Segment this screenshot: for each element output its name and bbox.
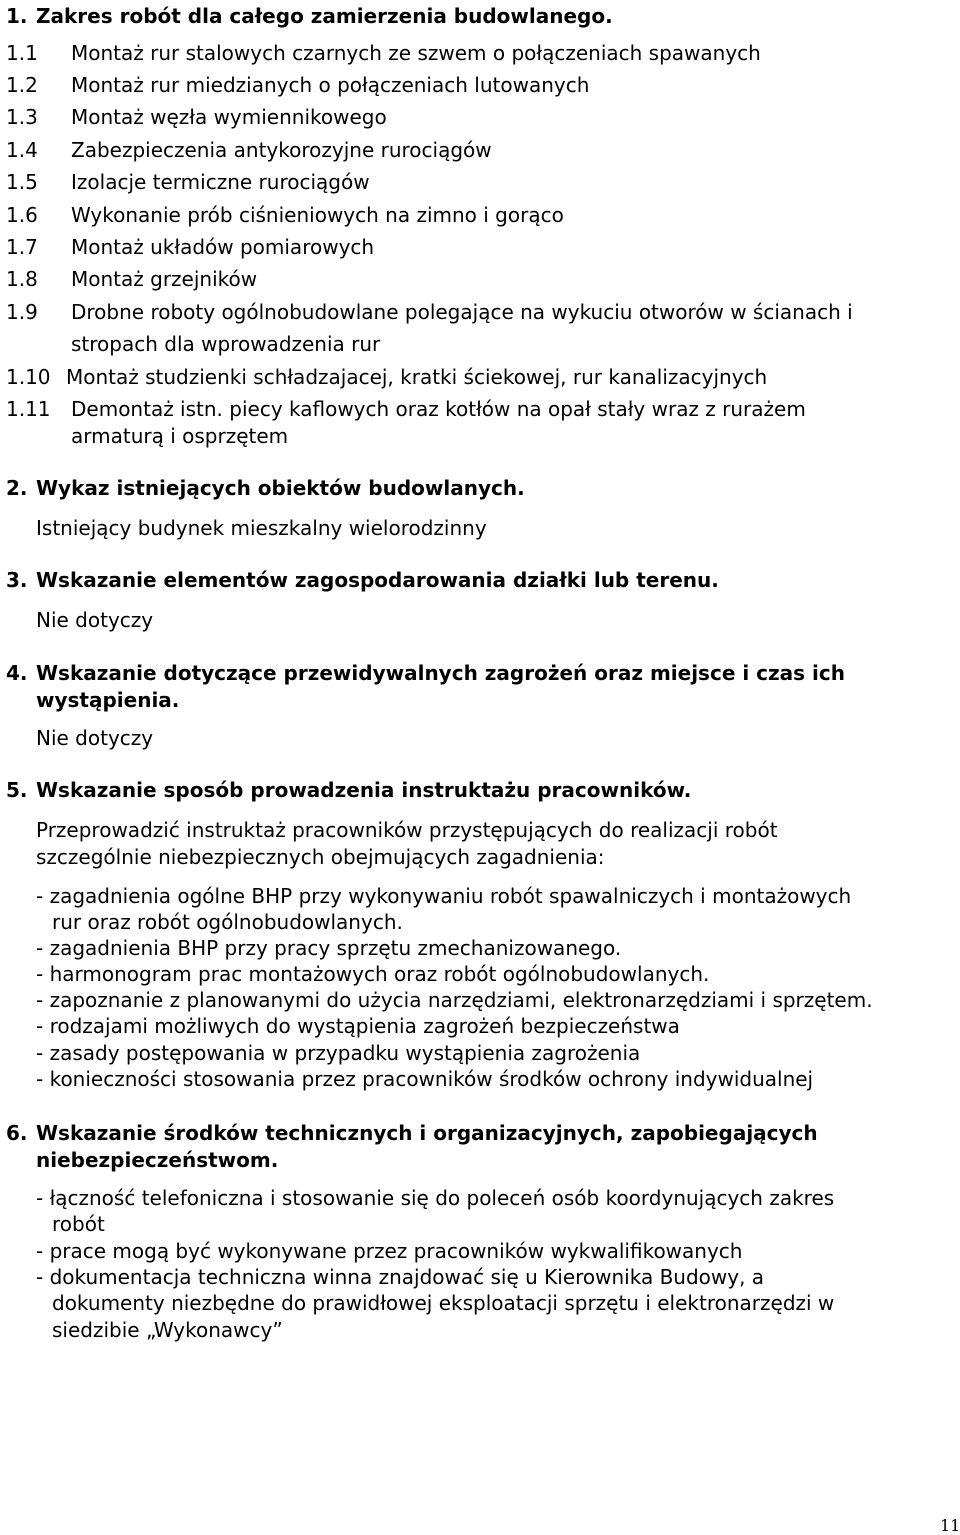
page-number: 11 bbox=[940, 1516, 960, 1535]
document-page: 1. Zakres robót dla całego zamierzenia budowlanego. 1.1 Montaż rur stalowych czarnych ze szwem o połączeniach spawanych 1.2 Montaż rur miedzianych o połączeniach lutowanych 1.3 Montaż węzła wymiennikowego 1.4 Zabezpieczenia antykorozyjne rurociągów 1.5 Izolacje termiczne rurociągów 1.6 Wykonanie prób ciśnieniowych na zimno i gorąco 1.7 Montaż układów pomiarowych 1.8 Montaż grzejników 1.9 Drobne roboty ogólnobudowlane polegające na wykuciu otworów w ścianach i stropach dla wprowadzenia rur 1.10 Montaż studzienki schładzajacej, kratki ściekowej, rur kanalizacyjnych 1.11 Demontaż istn. piecy kaflowych oraz kotłów na opał stały wraz z rurażem armaturą i osprzętem 2. Wykaz istniejących obiektów budowlanych. Istniejący budynek mieszkalny wielorodzinny 3. Wskazanie elementów zagospodarowania działki lub terenu. Nie dotyczy 4. Wskazanie dotyczące przewidywalnych zagrożeń oraz miejsce i czas ich wystąpienia. Nie dotyczy 5. Wskazanie sposób prowadzenia instruktażu pracowników. Przeprowadzić instruktaż pracowników przystępujących do realizacji robót szczególnie niebezpiecznych obejmujących zagadnienia: - zagadnienia ogólne BHP przy wykonywaniu robót spawalniczych i montażowych rur oraz robót ogólnobudowlanych. - zagadnienia BHP przy pracy sprzętu zmechanizowanego. - harmonogram prac montażowych oraz robót ogólnobudowlanych. - zapoznanie z planowanymi do użycia narzędziami, elektronarzędziami i sprzętem. - rodzajami możliwych do wystąpienia zagrożeń bezpieczeństwa - zasady postępowania w przypadku wystąpienia zagrożenia - konieczności stosowania przez pracowników środków ochrony indywidualnej 6. Wskazanie środków technicznych i organizacyjnych, zapobiegających niebezpieczeństwom. - łączność telefoniczna i stosowanie się do poleceń osób koordynujących zakres robót - prace mogą być wykonywane przez pracowników wykwalifikowanych - dokumentacja techniczna winna znajdować się u Kierownika Budowy, a dokumenty niezbędne do prawidłowej eksploatacji sprzętu i elektronarzędzi w siedzibie „Wykonawcy” 11 bbox=[6, 4, 960, 1535]
